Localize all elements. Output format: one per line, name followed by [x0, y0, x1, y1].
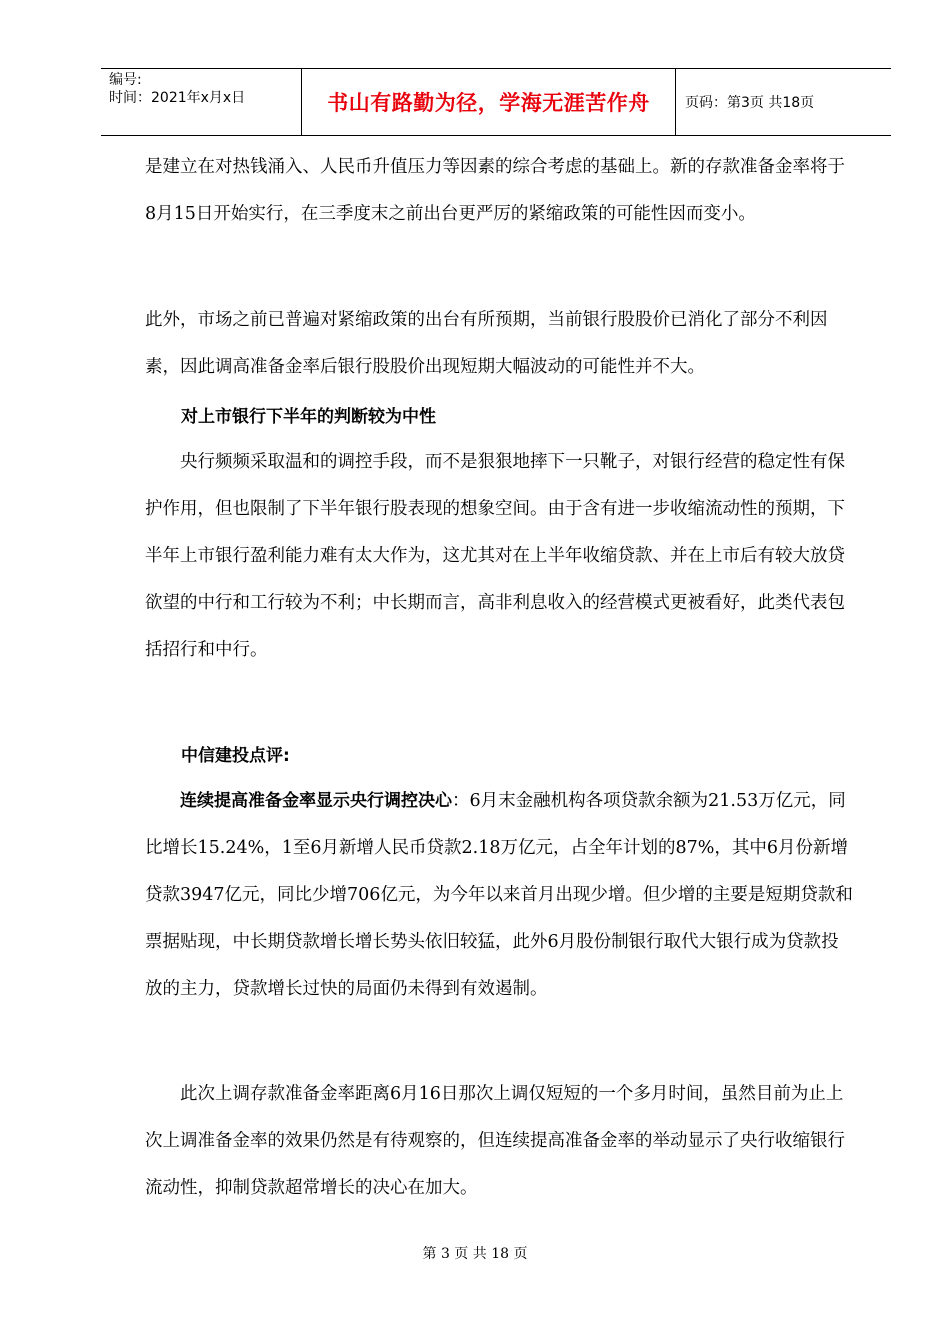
page-header [101, 68, 891, 136]
header-info-cell [101, 69, 302, 135]
paragraph-5: 此次上调存款准备金率距离6月16日那次上调仅短短的一个多月时间，虽然目前为止上次上调准备金率的效果仍然是有待观察的，但连续提高准备金率的举动显示了央行收缩银行流动性，抑制贷款超常增长的决心在加大。 [145, 1084, 845, 1198]
paragraph-1: 是建立在对热钱涌入、人民币升值压力等因素的综合考虑的基础上。新的存款准备金率将于8月15日开始实行，在三季度末之前出台更严厉的紧缩政策的可能性因而变小。 [145, 157, 845, 224]
section-heading-outlook: 对上市银行下半年的判断较为中性 [181, 407, 436, 427]
header-page-label: 页码：第3页 共18页 [685, 95, 815, 111]
header-motto: 书山有路勤为径，学海无涯苦作舟 [302, 69, 676, 135]
paragraph-3: 央行频频采取温和的调控手段，而不是狠狠地摔下一只靴子，对银行经营的稳定性有保护作用，但也限制了下半年银行股表现的想象空间。由于含有进一步收缩流动性的预期，下半年上市银行盈利能力难有太大作为，这尤其对在上半年收缩贷款、并在上市后有较大放贷欲望的中行和工行较为不利；中长期而言，高非利息收入的经营模式更被看好，此类代表包括招行和中行。 [145, 452, 845, 660]
number-label: 编号: [109, 72, 142, 88]
paragraph-4 [145, 778, 855, 1013]
paragraph-2: 此外，市场之前已普遍对紧缩政策的出台有所预期，当前银行股股价已消化了部分不利因素，因此调高准备金率后银行股股价出现短期大幅波动的可能性并不大。 [145, 310, 828, 377]
time-label: 时间：2021年x月x日 [109, 90, 246, 106]
paragraph-4-body: ：6月末金融机构各项贷款余额为21.53万亿元，同比增长15.24%，1至6月新增人民币贷款2.18万亿元，占全年计划的87%，其中6月份新增贷款3947亿元，同比少增706亿元，为今年以来首月出现少增。但少增的主要是短期贷款和票据贴现，中长期贷款增长增长势头依旧较猛，此外6月股份制银行取代大银行成为贷款投放的主力，贷款增长过快的局面仍未得到有效遏制。 [145, 791, 853, 999]
paragraph-4-lead: 连续提高准备金率显示央行调控决心 [180, 791, 452, 811]
page-footer: 第 3 页 共 18 页 [422, 1246, 528, 1262]
section-heading-comment: 中信建投点评: [181, 746, 290, 766]
